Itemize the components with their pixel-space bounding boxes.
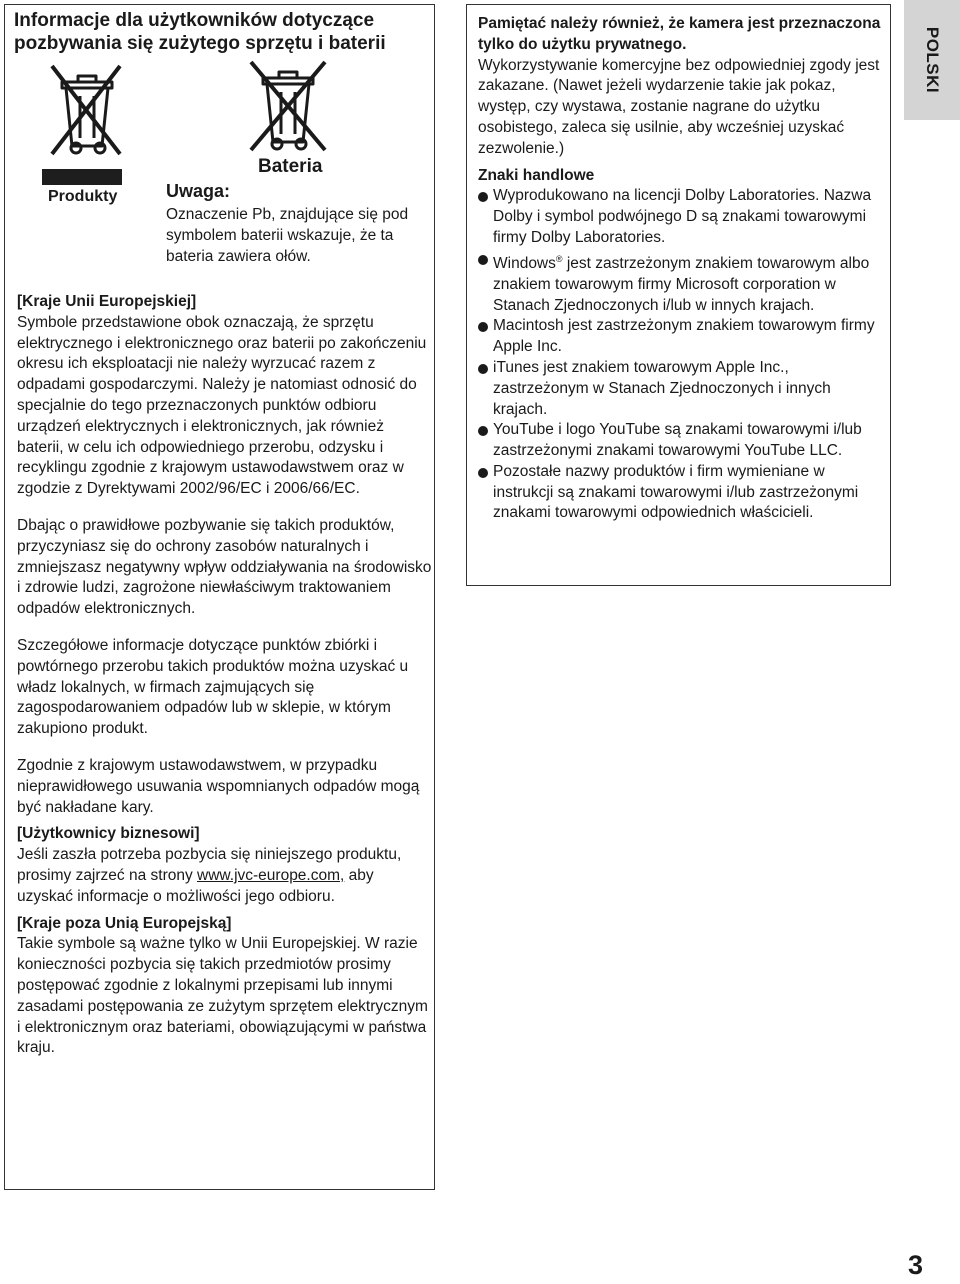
jvc-europe-link[interactable]: www.jvc-europe.com, <box>197 866 345 884</box>
eu-paragraph-3: Szczegółowe informacje dotyczące punktów zbiórki i powtórnego przerobu takich produktów można uzyskać u władz lokalnych, w firmach zajmujących się zagospodarowaniem odpadów lub w sklepie, w którym zakupiono produkt. <box>17 636 409 738</box>
eu-paragraph-2: Dbając o prawidłowe pozbywanie się takich produktów, przyczyniasz się do ochrony zasobów naturalnych i zmniejszasz negatywny wpływ oddziaływania na środowisko i zdrowie ludzi, zagrożone niewłaściwym traktowaniem odpadów elektronicznych. <box>17 516 432 618</box>
disposal-title: Informacje dla użytkowników dotyczące pozbywania się zużytego sprzętu i baterii <box>14 10 386 54</box>
right-body <box>478 14 883 524</box>
page-number: 3 <box>908 1250 924 1280</box>
trademark-other: Pozostałe nazwy produktów i firm wymieniane w instrukcji są znakami towarowymi i/lub zastrzeżonymi znakami towarowymi odpowiednich właścicieli. <box>478 462 883 524</box>
battery-label: Bateria <box>258 156 323 177</box>
products-label: Produkty <box>48 188 118 205</box>
non-eu-text: Takie symbole są ważne tylko w Unii Europejskiej. W razie konieczności pozbycia się takich przedmiotów prosimy postępować zgodnie z lokalnymi przepisami lub innymi zasadami postępowania ze zużytym sprzętem elektrycznym i elektronicznym oraz bateriami, obowiązującymi w państwa kraju. <box>17 935 428 1057</box>
private-use-heading: Pamiętać należy również, że kamera jest przeznaczona tylko do użytku prywatnego. <box>478 15 881 53</box>
non-eu-heading: [Kraje poza Unią Europejską] <box>17 914 232 932</box>
business-text-start: Jeśli zaszła potrzeba pozbycia się niniejszego produktu, prosimy zajrzeć na strony <box>17 846 402 884</box>
business-heading: [Użytkownicy biznesowi] <box>17 825 200 843</box>
registered-mark: ® <box>555 253 563 264</box>
eu-paragraph-4: Zgodnie z krajowym ustawodawstwem, w przypadku nieprawidłowego usuwania wspomnianych odpadów mogą być nakładane kary. <box>17 756 420 816</box>
language-tab <box>904 0 960 120</box>
note-text: Oznaczenie Pb, znajdujące się pod symbolem baterii wskazuje, że ta bateria zawiera ołów. <box>166 206 409 265</box>
trademark-windows <box>478 249 883 317</box>
crossed-bin-pb-icon <box>245 56 331 154</box>
business-text-end: aby uzyskać informacje o możliwości jego odbioru. <box>17 866 374 905</box>
crossed-bin-icon <box>48 62 124 158</box>
disposal-body <box>17 292 432 1059</box>
language-tab-label: POLSKI <box>923 26 942 94</box>
trademark-itunes: iTunes jest znakiem towarowym Apple Inc., zastrzeżonym w Stanach Zjednoczonych i innych krajach. <box>478 358 883 420</box>
windows-rest: jest zastrzeżonym znakiem towarowym albo znakiem towarowym firmy Microsoft corporation w Stanach Zjednoczonych i/lub w innych krajach. <box>493 254 870 314</box>
note-title: Uwaga: <box>166 181 231 201</box>
products-symbol-bar <box>42 169 122 185</box>
eu-paragraph-1: Symbole przedstawione obok oznaczają, że sprzętu elektrycznego i elektronicznego oraz baterii po zakończeniu okresu ich eksploatacji nie należy wyrzucać razem z odpadami gospodarczymi. Należy je natomiast odnosić do specjalnie do tego przeznaczonych punktów odbioru urządzeń elektrycznych i elektronicznych, jak również baterii, w celu ich odpowiedniego przerobu, odzysku i recyklingu zgodnie z krajowym ustawodawstwem oraz w zgodzie z Dyrektywami 2002/96/EC i 2006/66/EC. <box>17 313 427 498</box>
eu-heading: [Kraje Unii Europejskiej] <box>17 293 197 310</box>
windows-name: Windows <box>493 254 556 272</box>
trademark-youtube: YouTube i logo YouTube są znakami towarowymi i/lub zastrzeżonymi znakami towarowymi YouTube LLC. <box>478 420 883 462</box>
trademarks-heading: Znaki handlowe <box>478 166 595 184</box>
trademark-macintosh: Macintosh jest zastrzeżonym znakiem towarowym firmy Apple Inc. <box>478 316 883 358</box>
business-text <box>17 845 432 907</box>
private-use-text: Wykorzystywanie komercyjne bez odpowiedniej zgody jest zakazane. (Nawet jeżeli wydarzenie takie jak pokaz, występ, czy wystawa, zostanie nagrane do użytku osobistego, zaleca się usilnie, aby wcześniej uzyskać zezwolenie.) <box>478 56 880 157</box>
trademark-dolby: Wyprodukowano na licencji Dolby Laboratories. Nazwa Dolby i symbol podwójnego D są znakami towarowymi firmy Dolby Laboratories. <box>478 186 883 248</box>
